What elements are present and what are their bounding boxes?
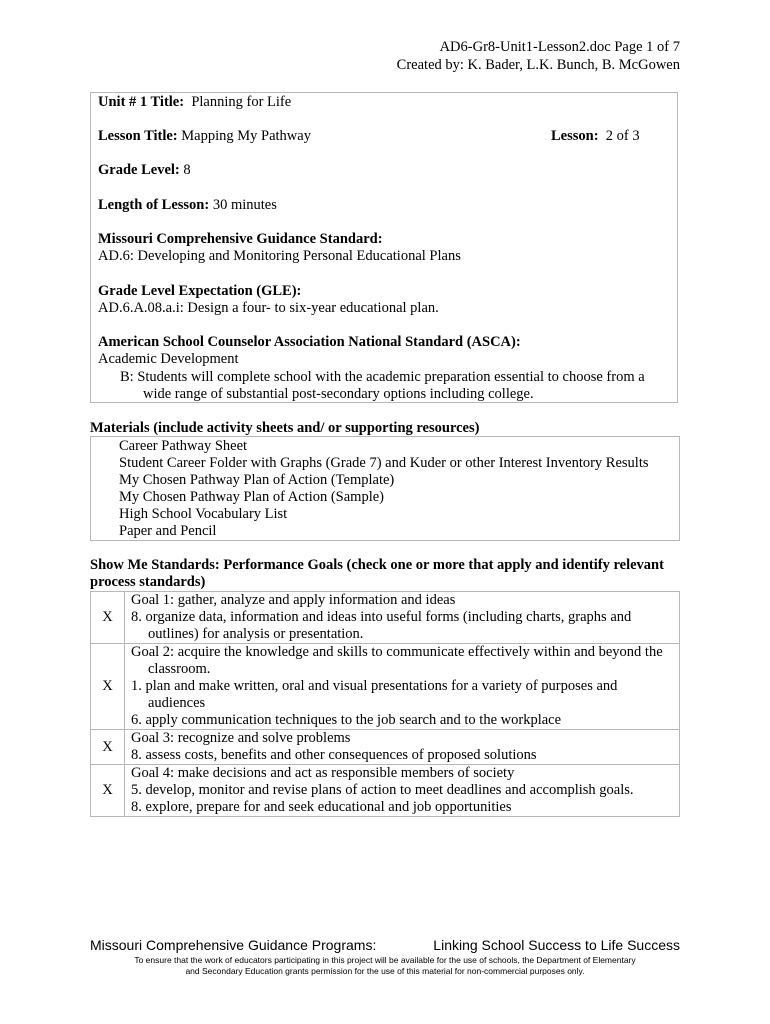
lesson-length-label: Length of Lesson: bbox=[98, 197, 210, 213]
gle-label: Grade Level Expectation (GLE): bbox=[98, 283, 302, 299]
lesson-number-label: Lesson: bbox=[551, 128, 599, 144]
goal-3-process-standard: 8. assess costs, benefits and other consequences of proposed solutions bbox=[131, 747, 537, 763]
goal-3-check-mark: X bbox=[91, 730, 125, 765]
goal-4-title: Goal 4: make decisions and act as responsible members of society bbox=[131, 765, 515, 781]
material-item: Paper and Pencil bbox=[119, 523, 217, 539]
goal-2-process-standard: 1. plan and make written, oral and visual presentations for a variety of purposes and audiences bbox=[131, 678, 618, 711]
goal-4-check-mark: X bbox=[91, 765, 125, 817]
lesson-info-box bbox=[90, 92, 678, 403]
asca-standard-b: B: Students will complete school with the academic preparation essential to choose from a bbox=[120, 369, 645, 385]
footer bbox=[90, 937, 680, 955]
goal-4-description bbox=[125, 765, 680, 817]
footer-permission-note bbox=[90, 955, 680, 977]
goal-2-description bbox=[125, 644, 680, 730]
goal-3-description bbox=[125, 730, 680, 765]
goal-row-4 bbox=[91, 765, 680, 817]
lesson-number-line bbox=[551, 128, 640, 145]
goal-1-check-mark: X bbox=[91, 592, 125, 644]
material-item: High School Vocabulary List bbox=[119, 506, 288, 522]
goal-1-title: Goal 1: gather, analyze and apply information and ideas bbox=[131, 592, 456, 608]
lesson-title-line bbox=[98, 128, 311, 145]
lesson-number-value: 2 of 3 bbox=[605, 128, 640, 144]
unit-title-label: Unit # 1 Title: bbox=[98, 94, 185, 110]
goal-row-2 bbox=[91, 644, 680, 730]
goal-4-process-standard: 5. develop, monitor and revise plans of action to meet deadlines and accomplish goals. bbox=[131, 782, 634, 798]
performance-goals-table bbox=[90, 591, 680, 817]
lesson-length-value: 30 minutes bbox=[212, 197, 277, 213]
grade-level-line bbox=[98, 162, 191, 179]
goal-2-check-mark: X bbox=[91, 644, 125, 730]
material-item: My Chosen Pathway Plan of Action (Sample) bbox=[119, 489, 385, 505]
materials-title: Materials (include activity sheets and/ or supporting resources) bbox=[90, 420, 480, 436]
goal-1-description bbox=[125, 592, 680, 644]
goal-row-1 bbox=[91, 592, 680, 644]
grade-level-value: 8 bbox=[183, 162, 191, 178]
header-authors: Created by: K. Bader, L.K. Bunch, B. McGowen bbox=[396, 57, 680, 73]
gle-value: AD.6.A.08.a.i: Design a four- to six-year educational plan. bbox=[98, 300, 439, 316]
mcgs-value: AD.6: Developing and Monitoring Personal Educational Plans bbox=[98, 248, 461, 264]
goal-4-process-standard: 8. explore, prepare for and seek educational and job opportunities bbox=[131, 799, 512, 815]
unit-title-value: Planning for Life bbox=[191, 94, 292, 110]
lesson-title-value: Mapping My Pathway bbox=[181, 128, 311, 144]
lesson-length-line bbox=[98, 197, 277, 214]
lesson-title-label: Lesson Title: bbox=[98, 128, 178, 144]
material-item: Student Career Folder with Graphs (Grade 7) and Kuder or other Interest Inventory Results bbox=[119, 455, 649, 471]
unit-title-line bbox=[98, 94, 291, 111]
grade-level-label: Grade Level: bbox=[98, 162, 180, 178]
goal-2-title: Goal 2: acquire the knowledge and skills to communicate effectively within and beyond the classroom. bbox=[131, 644, 663, 677]
asca-label: American School Counselor Association National Standard (ASCA): bbox=[98, 334, 521, 350]
material-item: Career Pathway Sheet bbox=[119, 438, 248, 454]
footer-program-name: Missouri Comprehensive Guidance Programs: bbox=[90, 937, 377, 953]
header-filename: AD6-Gr8-Unit1-Lesson2.doc Page 1 of 7 bbox=[439, 39, 680, 55]
footer-note-line: To ensure that the work of educators participating in this project will be available for the use of schools, the Department of Elementary bbox=[134, 955, 636, 965]
document-header bbox=[397, 38, 680, 74]
show-me-standards-title: Show Me Standards: Performance Goals (check one or more that apply and identify relevant process standards) bbox=[90, 557, 664, 590]
goal-1-process-standard: 8. organize data, information and ideas into useful forms (including charts, graphs and outlines) for analysis or presentation. bbox=[131, 609, 632, 642]
asca-area: Academic Development bbox=[98, 351, 239, 367]
mcgs-label: Missouri Comprehensive Guidance Standard: bbox=[98, 231, 383, 247]
goal-row-3 bbox=[91, 730, 680, 765]
material-item: My Chosen Pathway Plan of Action (Template) bbox=[119, 472, 395, 488]
footer-slogan: Linking School Success to Life Success bbox=[433, 937, 680, 953]
goal-3-title: Goal 3: recognize and solve problems bbox=[131, 730, 351, 746]
footer-note-line: and Secondary Education grants permission for the use of this material for non-commercial purposes only. bbox=[185, 966, 585, 976]
asca-standard-b-continued: wide range of substantial post-secondary options including college. bbox=[143, 386, 534, 402]
goal-2-process-standard: 6. apply communication techniques to the job search and to the workplace bbox=[131, 712, 562, 728]
materials-list bbox=[90, 436, 680, 541]
